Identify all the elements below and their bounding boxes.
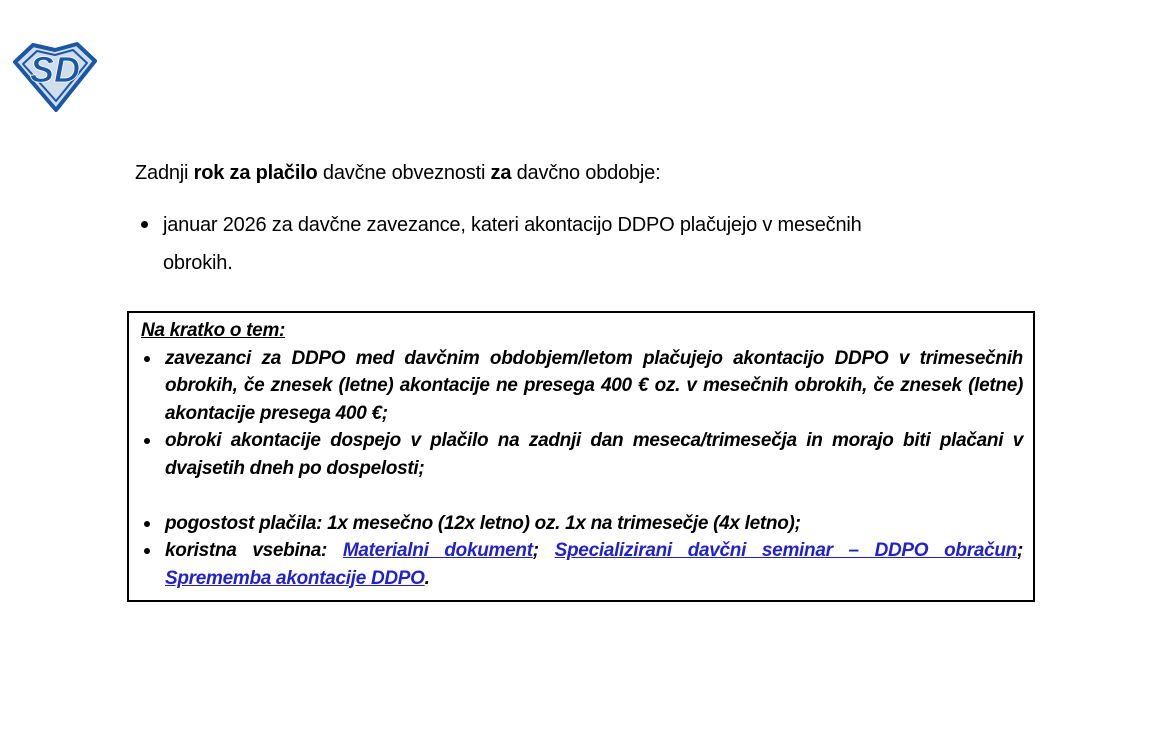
summary-bullet-list	[135, 345, 1023, 593]
heading-bold-text: rok za plačilo	[193, 162, 318, 184]
heading-text: Zadnji	[135, 162, 194, 184]
list-item-text: pogostost plačila: 1x mesečno (12x letno) oz. 1x na trimesečje (4x letno);	[165, 512, 801, 534]
link-specializirani-davcni-seminar-ddpo-obracun[interactable]: Specializirani davčni seminar – DDPO obračun	[554, 540, 1017, 561]
list-item	[135, 345, 1023, 428]
list-item	[135, 206, 915, 282]
links-prefix-text: koristna vsebina:	[165, 540, 343, 561]
deadline-heading	[135, 162, 660, 185]
heading-text: davčne obveznosti	[317, 162, 491, 184]
sd-shield-icon	[12, 40, 98, 114]
list-item-links	[135, 537, 1023, 592]
logo-letters: SD	[29, 49, 81, 90]
sentence-terminator-text: .	[424, 567, 430, 589]
summary-box-title: Na kratko o tem:	[141, 320, 286, 341]
heading-bold-text: za	[490, 162, 512, 184]
list-item-text: zavezanci za DDPO med davčnim obdobjem/letom plačujejo akontacijo DDPO v trimesečnih obrokih, če znesek (letne) akontacije ne presega 400 € oz. v mesečnih obrokih, če znesek (letne) akontacije presega 400 €;	[165, 347, 1023, 424]
link-sprememba-akontacije-ddpo[interactable]: Sprememba akontacije DDPO	[165, 567, 425, 589]
list-item	[135, 427, 1023, 482]
link-separator-text: ;	[1016, 540, 1023, 561]
intro-bullet-list	[135, 206, 915, 282]
list-item	[135, 510, 1023, 538]
list-item-text: obroki akontacije dospejo v plačilo na zadnji dan meseca/trimesečja in morajo biti plačani v dvajsetih dneh po dospelosti;	[165, 430, 1023, 479]
link-materialni-dokument[interactable]: Materialni dokument	[342, 540, 533, 561]
sd-logo	[12, 40, 98, 114]
link-separator-text: ;	[532, 540, 555, 561]
heading-text: davčno obdobje:	[511, 162, 661, 184]
summary-box	[127, 311, 1035, 602]
list-item-text: januar 2026 za davčne zavezance, kateri akontacijo DDPO plačujejo v mesečnih obrokih.	[163, 214, 862, 274]
